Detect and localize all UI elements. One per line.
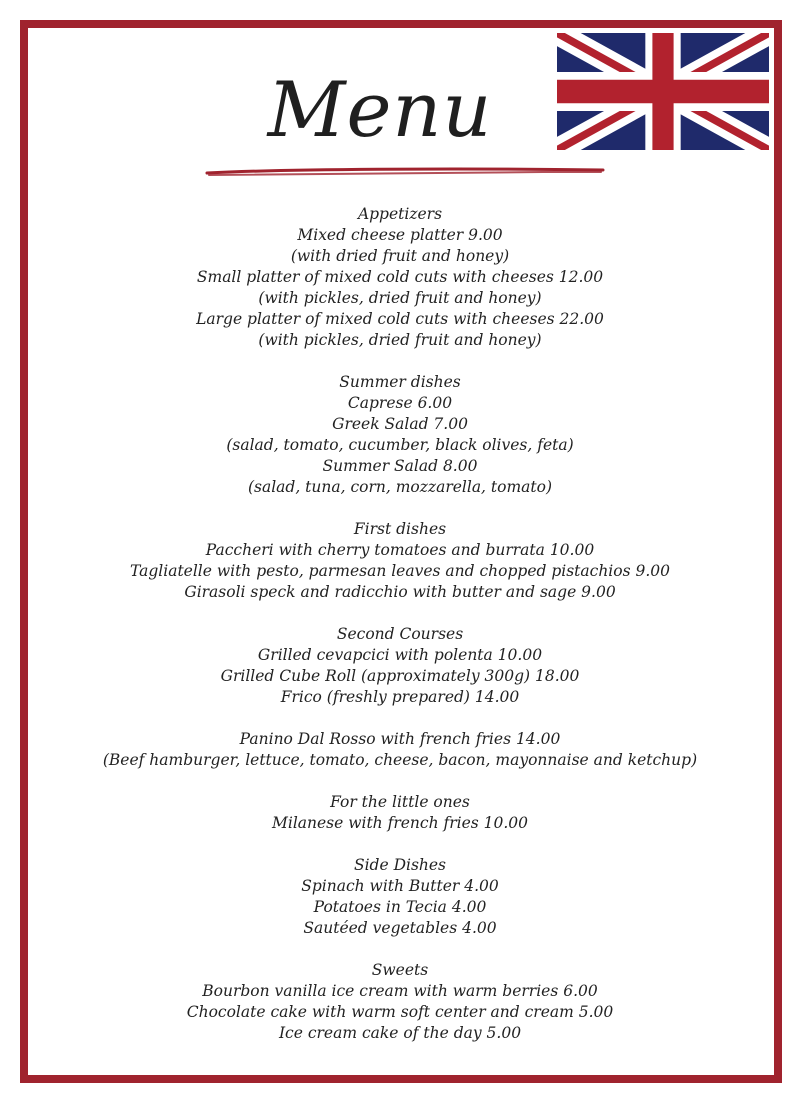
menu-line: Girasoli speck and radicchio with butter and sage 9.00 <box>184 583 616 601</box>
section-heading: Sweets <box>371 961 429 979</box>
section-heading: Panino Dal Rosso with french fries 14.00 <box>239 730 561 748</box>
menu-line: Grilled cevapcici with polenta 10.00 <box>257 646 543 664</box>
menu-line: Paccheri with cherry tomatoes and burrata 10.00 <box>205 541 595 559</box>
menu-line: (with pickles, dried fruit and honey) <box>258 331 542 349</box>
menu-line: Small platter of mixed cold cuts with cheeses 12.00 <box>196 268 604 286</box>
menu-line: (Beef hamburger, lettuce, tomato, cheese, bacon, mayonnaise and ketchup) <box>102 751 698 769</box>
section-heading: For the little ones <box>330 793 470 811</box>
section-heading: Second Courses <box>336 625 464 643</box>
menu-section-summer-dishes <box>24 372 776 498</box>
section-heading: First dishes <box>353 520 447 538</box>
menu-body <box>24 204 776 1065</box>
menu-line: Summer Salad 8.00 <box>322 457 478 475</box>
menu-line: Grilled Cube Roll (approximately 300g) 18.00 <box>220 667 580 685</box>
menu-line: (salad, tuna, corn, mozzarella, tomato) <box>247 478 553 496</box>
menu-line: Bourbon vanilla ice cream with warm berries 6.00 <box>202 982 598 1000</box>
section-heading: Appetizers <box>357 205 443 223</box>
menu-line: Large platter of mixed cold cuts with cheeses 22.00 <box>196 310 604 328</box>
menu-line: Tagliatelle with pesto, parmesan leaves and chopped pistachios 9.00 <box>129 562 670 580</box>
menu-line: Mixed cheese platter 9.00 <box>297 226 503 244</box>
menu-section-panino <box>24 729 776 771</box>
menu-line: Spinach with Butter 4.00 <box>301 877 499 895</box>
menu-line: (with pickles, dried fruit and honey) <box>258 289 542 307</box>
menu-title: Menu <box>267 65 493 154</box>
menu-line: Chocolate cake with warm soft center and cream 5.00 <box>186 1003 614 1021</box>
title-underline <box>205 166 605 178</box>
menu-line: Potatoes in Tecia 4.00 <box>313 898 487 916</box>
menu-section-second-courses <box>24 624 776 708</box>
menu-section-sweets <box>24 960 776 1044</box>
menu-section-little-ones <box>24 792 776 834</box>
menu-line: (salad, tomato, cucumber, black olives, feta) <box>226 436 574 454</box>
menu-line: Milanese with french fries 10.00 <box>271 814 529 832</box>
menu-line: (with dried fruit and honey) <box>290 247 510 265</box>
menu-line: Ice cream cake of the day 5.00 <box>278 1024 522 1042</box>
menu-section-appetizers <box>24 204 776 351</box>
menu-line: Caprese 6.00 <box>347 394 453 412</box>
menu-section-side-dishes <box>24 855 776 939</box>
menu-line: Frico (freshly prepared) 14.00 <box>280 688 520 706</box>
menu-section-first-dishes <box>24 519 776 603</box>
menu-line: Sautéed vegetables 4.00 <box>303 919 497 937</box>
section-heading: Side Dishes <box>353 856 447 874</box>
menu-line: Greek Salad 7.00 <box>332 415 468 433</box>
union-jack-flag-icon <box>557 33 769 150</box>
section-heading: Summer dishes <box>339 373 461 391</box>
